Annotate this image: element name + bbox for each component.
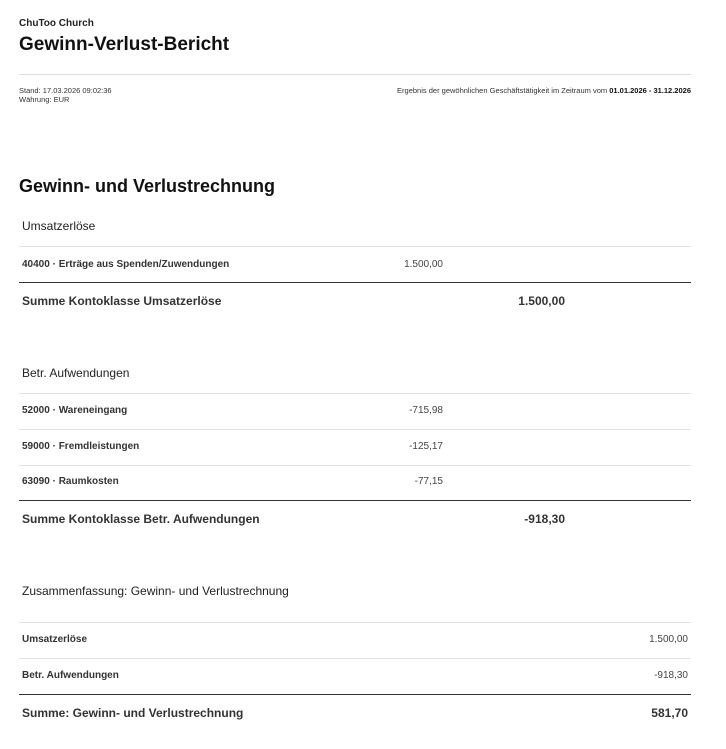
statement-heading: Gewinn- und Verlustrechnung	[19, 176, 276, 196]
summary-row	[19, 634, 691, 648]
summary-label: Betr. Aufwendungen	[22, 670, 119, 681]
row-divider	[19, 658, 691, 659]
row-divider	[19, 246, 691, 247]
meta-left	[19, 86, 112, 104]
account-amount: -715,98	[409, 405, 443, 416]
row-divider	[19, 622, 691, 623]
table-row	[19, 405, 691, 419]
account-amount: 1.500,00	[404, 259, 443, 270]
account-label: 63090 · Raumkosten	[22, 476, 119, 487]
section-title: Umsatzerlöse	[22, 219, 96, 233]
section-expenses-title	[19, 366, 691, 382]
account-label: 52000 · Wareneingang	[22, 405, 128, 416]
table-row	[19, 259, 691, 273]
account-amount: -77,15	[414, 476, 443, 487]
subtotal-amount: 1.500,00	[518, 294, 565, 308]
period-prefix: Ergebnis der gewöhnlichen Geschäftstätigkeit im Zeitraum vom	[397, 86, 608, 95]
report-header	[19, 18, 691, 106]
grand-total-row	[19, 706, 691, 722]
subtotal-divider	[19, 282, 691, 283]
grand-total-label: Summe: Gewinn- und Verlustrechnung	[22, 706, 244, 720]
section-title: Betr. Aufwendungen	[22, 366, 130, 380]
report-timestamp: Stand: 17.03.2026 09:02:36	[19, 86, 112, 95]
subtotal-amount: -918,30	[524, 512, 565, 526]
report-period	[397, 86, 691, 95]
section-summary-title	[19, 584, 691, 600]
account-label: 40400 · Erträge aus Spenden/Zuwendungen	[22, 259, 230, 270]
table-row	[19, 476, 691, 490]
report-meta	[19, 86, 691, 106]
grand-total-amount: 581,70	[651, 706, 688, 720]
report-currency: Währung: EUR	[19, 95, 70, 104]
period-range: 01.01.2026 - 31.12.2026	[609, 86, 691, 95]
subtotal-row-revenue	[19, 294, 691, 310]
account-label: 59000 · Fremdleistungen	[22, 441, 140, 452]
section-revenue-title	[19, 219, 691, 235]
row-divider	[19, 465, 691, 466]
total-divider	[19, 694, 691, 695]
summary-label: Umsatzerlöse	[22, 634, 88, 645]
organization-name: ChuToo Church	[19, 18, 94, 29]
table-row	[19, 441, 691, 455]
row-divider	[19, 429, 691, 430]
page-title: Gewinn-Verlust-Bericht	[19, 34, 230, 55]
account-amount: -125,17	[409, 441, 443, 452]
section-title: Zusammenfassung: Gewinn- und Verlustrechnung	[22, 584, 289, 598]
header-divider	[19, 74, 691, 75]
subtotal-divider	[19, 500, 691, 501]
row-divider	[19, 393, 691, 394]
summary-amount: 1.500,00	[649, 634, 688, 645]
subtotal-row-expenses	[19, 512, 691, 528]
subtotal-label: Summe Kontoklasse Betr. Aufwendungen	[22, 512, 260, 526]
summary-amount: -918,30	[654, 670, 688, 681]
subtotal-label: Summe Kontoklasse Umsatzerlöse	[22, 294, 222, 308]
summary-row	[19, 670, 691, 684]
